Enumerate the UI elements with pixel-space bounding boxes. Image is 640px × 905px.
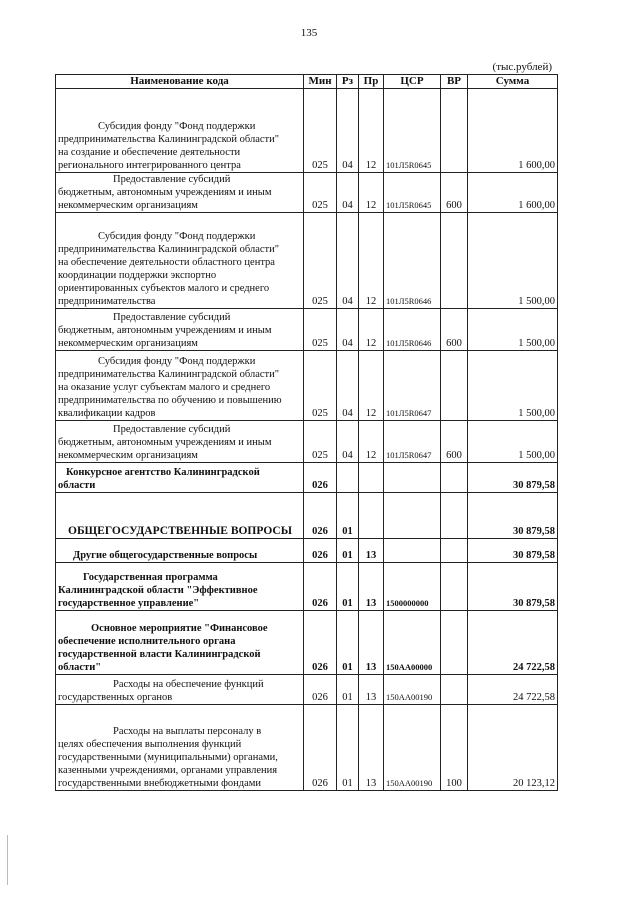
name-line: казенными учреждениями, органами управления xyxy=(58,765,278,776)
name-line: на создание и обеспечение деятельности xyxy=(58,147,241,158)
table-row xyxy=(56,539,558,563)
name-line: бюджетным, автономным учреждениям и иным xyxy=(58,437,272,448)
cell-csr xyxy=(384,539,441,563)
cell-vr xyxy=(441,351,468,421)
col-header: Мин xyxy=(304,75,337,89)
cell-min: 026 xyxy=(304,563,337,611)
cell-name xyxy=(56,351,304,421)
cell-sum: 20 123,12 xyxy=(468,705,558,791)
name-line: целях обеспечения выполнения функций xyxy=(58,739,242,750)
name-line: Государственная программа xyxy=(83,572,218,583)
cell-csr: 150АА00000 xyxy=(384,611,441,675)
page-number: 135 xyxy=(300,27,318,39)
cell-vr xyxy=(441,463,468,493)
name-line: некоммерческим организациям xyxy=(58,338,198,349)
table-row xyxy=(56,89,558,173)
cell-min: 025 xyxy=(304,421,337,463)
cell-rz: 01 xyxy=(337,539,359,563)
name-line: некоммерческим организациям xyxy=(58,200,198,211)
cell-name xyxy=(56,539,304,563)
table-row xyxy=(56,705,558,791)
cell-csr: 101Л5R0645 xyxy=(384,173,441,213)
cell-name xyxy=(56,421,304,463)
table-row xyxy=(56,173,558,213)
col-header: ВР xyxy=(441,75,468,89)
cell-name xyxy=(56,675,304,705)
cell-sum: 1 600,00 xyxy=(468,173,558,213)
cell-sum: 1 600,00 xyxy=(468,89,558,173)
cell-min: 026 xyxy=(304,675,337,705)
cell-sum: 1 500,00 xyxy=(468,213,558,309)
name-line: предпринимательства xyxy=(58,296,156,307)
name-line: Предоставление субсидий xyxy=(113,174,231,185)
cell-vr: 600 xyxy=(441,421,468,463)
col-header: ЦСР xyxy=(384,75,441,89)
cell-vr: 100 xyxy=(441,705,468,791)
cell-csr: 101Л5R0646 xyxy=(384,309,441,351)
table-row xyxy=(56,463,558,493)
name-line: Субсидия фонду "Фонд поддержки xyxy=(98,356,256,367)
cell-pr: 13 xyxy=(359,563,384,611)
name-line: Предоставление субсидий xyxy=(113,312,231,323)
cell-name xyxy=(56,213,304,309)
budget-table xyxy=(55,74,558,791)
name-line: Основное мероприятие "Финансовое xyxy=(91,623,268,634)
cell-pr: 12 xyxy=(359,213,384,309)
name-line: на оказание услуг субъектам малого и среднего xyxy=(58,382,271,393)
cell-rz: 04 xyxy=(337,173,359,213)
cell-vr xyxy=(441,611,468,675)
name-line: ОБЩЕГОСУДАРСТВЕННЫЕ ВОПРОСЫ xyxy=(68,525,293,537)
cell-sum: 30 879,58 xyxy=(468,463,558,493)
name-line: предпринимательства по обучению и повышению xyxy=(58,395,282,406)
table-row xyxy=(56,309,558,351)
name-line: Конкурсное агентство Калининградской xyxy=(66,467,260,478)
cell-csr: 150АА00190 xyxy=(384,705,441,791)
table-row xyxy=(56,421,558,463)
cell-sum: 1 500,00 xyxy=(468,421,558,463)
cell-sum: 1 500,00 xyxy=(468,309,558,351)
cell-pr: 12 xyxy=(359,351,384,421)
cell-min: 026 xyxy=(304,611,337,675)
cell-min: 025 xyxy=(304,351,337,421)
cell-rz: 04 xyxy=(337,351,359,421)
name-line: некоммерческим организациям xyxy=(58,450,198,461)
table-row xyxy=(56,611,558,675)
cell-csr: 150АА00190 xyxy=(384,675,441,705)
cell-sum: 1 500,00 xyxy=(468,351,558,421)
name-line: государственное управление" xyxy=(58,598,200,609)
name-line: Предоставление субсидий xyxy=(113,424,231,435)
cell-name xyxy=(56,493,304,539)
cell-rz: 04 xyxy=(337,309,359,351)
name-line: обеспечение исполнительного органа xyxy=(58,636,236,647)
name-line: государственными (муниципальными) органами, xyxy=(58,752,278,763)
cell-csr: 101Л5R0647 xyxy=(384,351,441,421)
cell-csr: 101Л5R0647 xyxy=(384,421,441,463)
cell-pr xyxy=(359,493,384,539)
cell-vr xyxy=(441,493,468,539)
cell-min: 026 xyxy=(304,539,337,563)
cell-pr: 12 xyxy=(359,309,384,351)
cell-sum: 24 722,58 xyxy=(468,611,558,675)
name-line: предпринимательства Калининградской области" xyxy=(58,369,280,380)
cell-name xyxy=(56,705,304,791)
cell-vr xyxy=(441,539,468,563)
cell-csr xyxy=(384,463,441,493)
cell-rz: 01 xyxy=(337,493,359,539)
units-label: (тыс.рублей) xyxy=(492,61,552,73)
name-line: на обеспечение деятельности областного центра xyxy=(58,257,275,268)
cell-csr xyxy=(384,493,441,539)
cell-vr xyxy=(441,675,468,705)
cell-pr: 12 xyxy=(359,89,384,173)
cell-vr xyxy=(441,213,468,309)
name-line: государственной власти Калининградской xyxy=(58,649,261,660)
name-line: Субсидия фонду "Фонд поддержки xyxy=(98,121,256,132)
cell-min: 026 xyxy=(304,463,337,493)
cell-min: 025 xyxy=(304,89,337,173)
cell-rz: 04 xyxy=(337,89,359,173)
table-row xyxy=(56,675,558,705)
name-line: регионального интегрированного центра xyxy=(58,160,241,171)
cell-min: 025 xyxy=(304,309,337,351)
cell-min: 025 xyxy=(304,173,337,213)
cell-vr: 600 xyxy=(441,173,468,213)
name-line: Калининградской области "Эффективное xyxy=(58,585,258,596)
name-line: предпринимательства Калининградской области" xyxy=(58,244,280,255)
cell-sum: 24 722,58 xyxy=(468,675,558,705)
table-header xyxy=(56,75,558,89)
name-line: Субсидия фонду "Фонд поддержки xyxy=(98,231,256,242)
cell-name xyxy=(56,309,304,351)
cell-csr: 101Л5R0645 xyxy=(384,89,441,173)
cell-name xyxy=(56,173,304,213)
name-line: координации поддержки экспортно xyxy=(58,270,217,281)
col-header: Сумма xyxy=(468,75,558,89)
cell-min: 026 xyxy=(304,705,337,791)
name-line: Расходы на обеспечение функций xyxy=(113,679,264,690)
scan-edge-mark xyxy=(7,835,8,885)
cell-csr: 101Л5R0646 xyxy=(384,213,441,309)
col-header: Рз xyxy=(337,75,359,89)
name-line: государственными внебюджетными фондами xyxy=(58,778,262,789)
cell-vr: 600 xyxy=(441,309,468,351)
name-line: предпринимательства Калининградской области" xyxy=(58,134,280,145)
cell-pr xyxy=(359,463,384,493)
cell-rz: 01 xyxy=(337,563,359,611)
cell-pr: 13 xyxy=(359,705,384,791)
cell-min: 025 xyxy=(304,213,337,309)
cell-sum: 30 879,58 xyxy=(468,493,558,539)
cell-pr: 13 xyxy=(359,675,384,705)
name-line: бюджетным, автономным учреждениям и иным xyxy=(58,187,272,198)
table-row xyxy=(56,351,558,421)
table-row xyxy=(56,563,558,611)
cell-min: 026 xyxy=(304,493,337,539)
name-line: Другие общегосударственные вопросы xyxy=(73,550,258,561)
cell-sum: 30 879,58 xyxy=(468,539,558,563)
cell-rz: 01 xyxy=(337,705,359,791)
cell-rz: 04 xyxy=(337,213,359,309)
cell-name xyxy=(56,89,304,173)
name-line: области" xyxy=(58,662,102,673)
cell-rz: 01 xyxy=(337,611,359,675)
cell-vr xyxy=(441,89,468,173)
name-line: области xyxy=(58,480,96,491)
cell-rz: 04 xyxy=(337,421,359,463)
cell-name xyxy=(56,463,304,493)
cell-name xyxy=(56,563,304,611)
cell-csr: 1500000000 xyxy=(384,563,441,611)
cell-sum: 30 879,58 xyxy=(468,563,558,611)
table-row xyxy=(56,213,558,309)
name-line: Расходы на выплаты персоналу в xyxy=(113,726,262,737)
cell-pr: 13 xyxy=(359,539,384,563)
cell-rz xyxy=(337,463,359,493)
cell-pr: 12 xyxy=(359,173,384,213)
col-header: Пр xyxy=(359,75,384,89)
name-line: государственных органов xyxy=(58,692,173,703)
cell-vr xyxy=(441,563,468,611)
cell-rz: 01 xyxy=(337,675,359,705)
name-line: бюджетным, автономным учреждениям и иным xyxy=(58,325,272,336)
cell-pr: 13 xyxy=(359,611,384,675)
col-header: Наименование кода xyxy=(56,75,304,89)
cell-name xyxy=(56,611,304,675)
name-line: квалификации кадров xyxy=(58,408,156,419)
cell-pr: 12 xyxy=(359,421,384,463)
table-row xyxy=(56,493,558,539)
name-line: ориентированных субъектов малого и среднего xyxy=(58,283,270,294)
